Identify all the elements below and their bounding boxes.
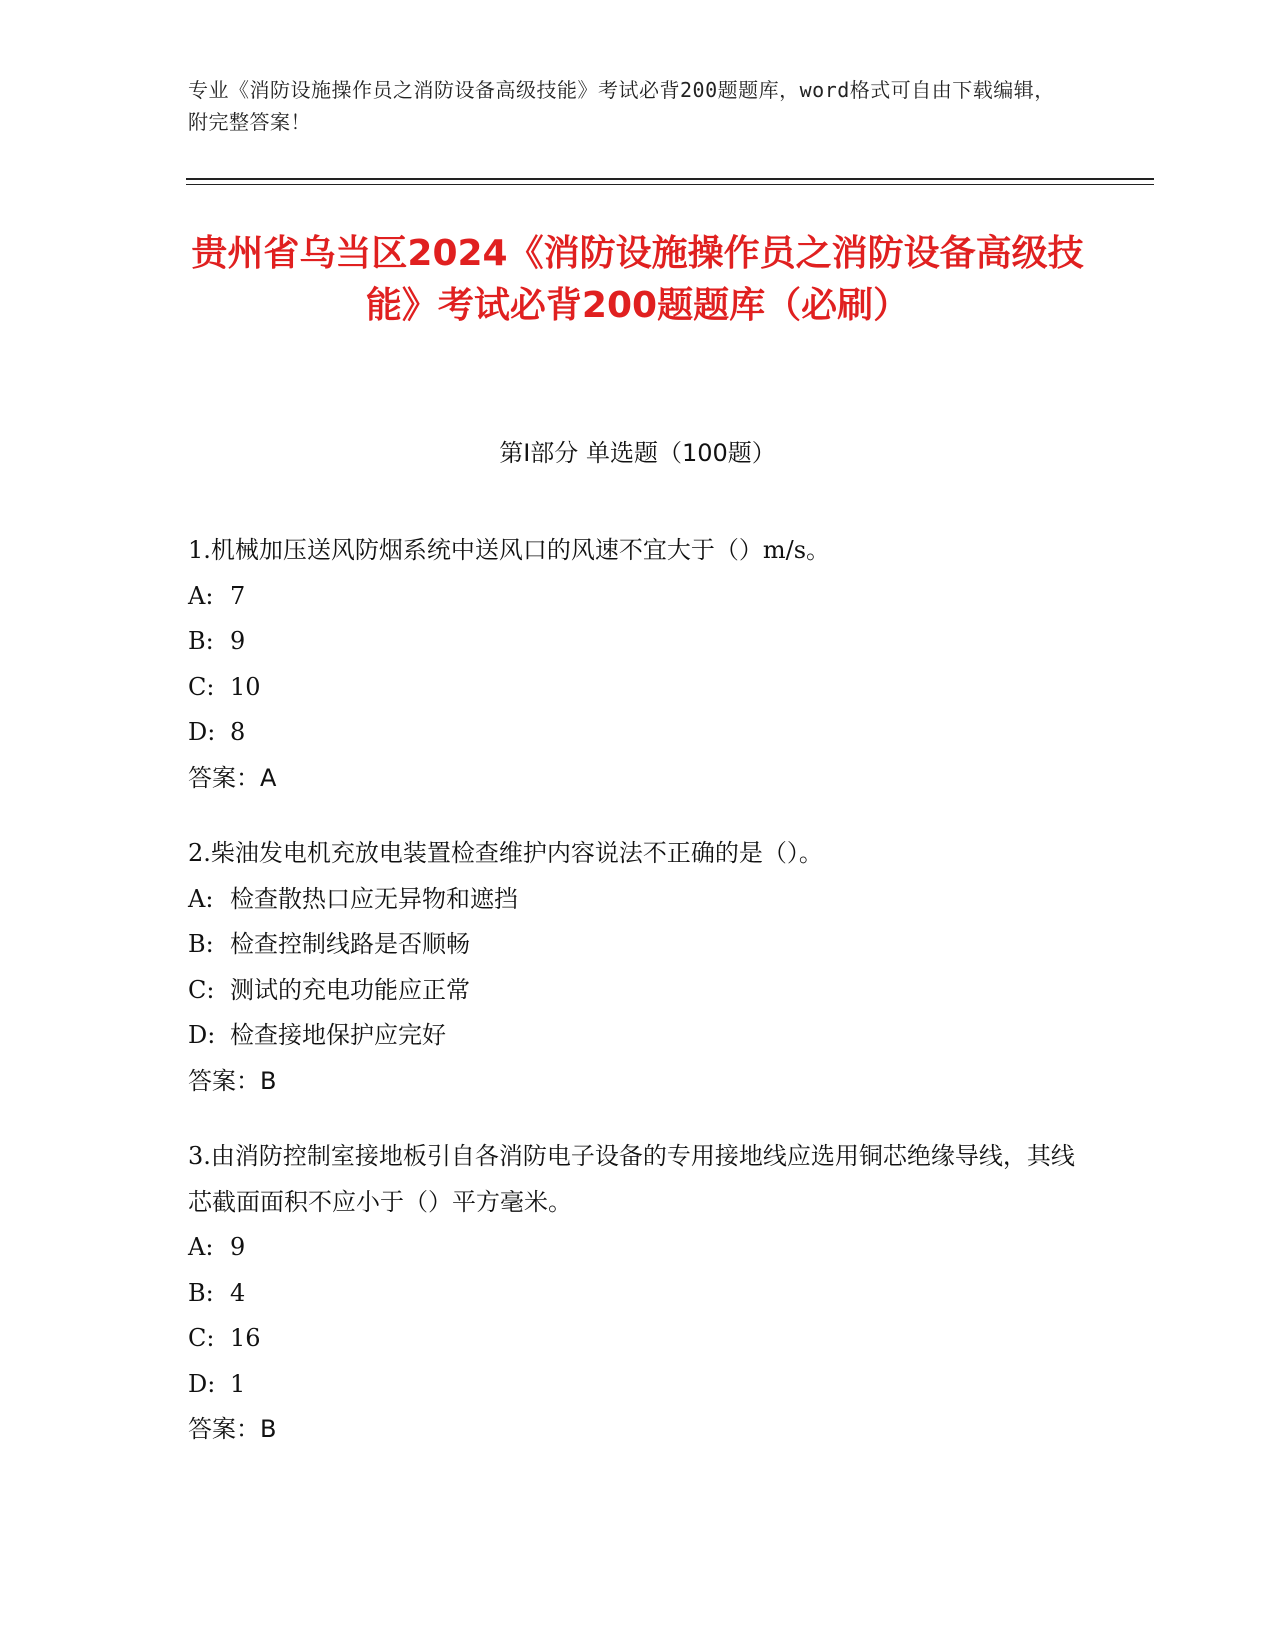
header-rule-thin	[186, 184, 1154, 185]
question-stem: 2.柴油发电机充放电装置检查维护内容说法不正确的是（）。	[188, 839, 823, 867]
section-title: 第I部分 单选题（100题）	[499, 439, 776, 467]
option-a	[188, 574, 1078, 620]
option-key: A:	[188, 581, 214, 610]
option-key: A:	[188, 884, 214, 913]
option-key: D:	[188, 718, 216, 746]
question-stem: 3.由消防控制室接地板引自各消防电子设备的专用接地线应选用铜芯绝缘导线，其线芯截面面积不应小于（）平方毫米。	[188, 1142, 1075, 1216]
option-key: C:	[188, 975, 215, 1004]
option-text: 检查接地保护应完好	[230, 1021, 446, 1049]
option-d	[188, 1362, 1078, 1408]
option-key: B:	[188, 1278, 214, 1307]
option-text: 1	[230, 1369, 246, 1398]
option-c	[188, 968, 1078, 1014]
option-b	[188, 619, 1078, 665]
answer-line: 答案：A	[188, 763, 277, 792]
option-key: D:	[188, 1021, 216, 1049]
option-key: B:	[188, 930, 214, 958]
question-1	[188, 528, 1078, 801]
option-d	[188, 710, 1078, 756]
question-stem: 1.机械加压送风防烟系统中送风口的风速不宜大于（）m/s。	[188, 536, 831, 564]
header-note: 专业《消防设施操作员之消防设备高级技能》考试必背200题题库，word格式可自由下载编辑，附完整答案！	[188, 78, 1055, 134]
option-key: C:	[188, 1324, 215, 1352]
option-c	[188, 665, 1078, 711]
option-text: 8	[230, 718, 246, 746]
option-text: 测试的充电功能应正常	[230, 975, 470, 1004]
option-d	[188, 1013, 1078, 1059]
header-rule-thick	[186, 178, 1154, 180]
option-text: 9	[230, 627, 246, 655]
option-text: 检查控制线路是否顺畅	[230, 930, 470, 958]
option-b	[188, 922, 1078, 968]
question-3	[188, 1134, 1078, 1453]
option-key: A:	[188, 1233, 214, 1261]
option-c	[188, 1316, 1078, 1362]
option-text: 10	[230, 672, 261, 701]
question-list	[188, 528, 1078, 1483]
option-text: 7	[230, 581, 246, 610]
option-text: 检查散热口应无异物和遮挡	[230, 884, 518, 913]
option-a	[188, 1225, 1078, 1271]
answer-line: 答案：B	[188, 1066, 277, 1095]
option-b	[188, 1271, 1078, 1317]
option-text: 9	[230, 1233, 246, 1261]
option-a	[188, 877, 1078, 923]
answer-line: 答案：B	[188, 1415, 277, 1443]
option-key: C:	[188, 672, 215, 701]
document-title: 贵州省乌当区2024《消防设施操作员之消防设备高级技能》考试必背200题题库（必刷）	[191, 233, 1084, 326]
option-text: 4	[230, 1278, 246, 1307]
option-key: B:	[188, 627, 214, 655]
option-text: 16	[230, 1324, 261, 1352]
question-2	[188, 831, 1078, 1104]
option-key: D:	[188, 1369, 216, 1398]
